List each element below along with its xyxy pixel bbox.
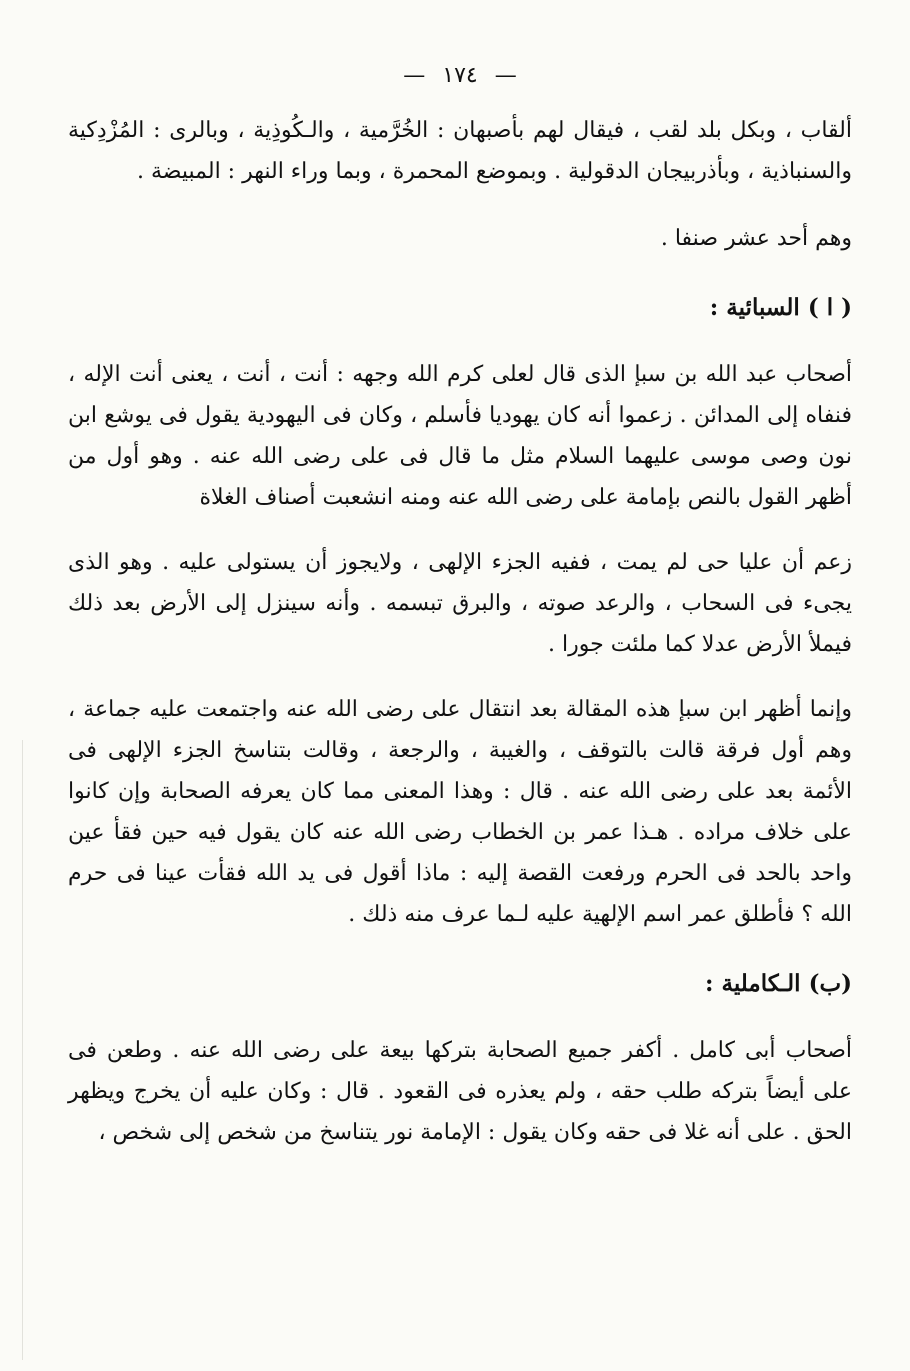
page-number: ١٧٤	[442, 63, 478, 88]
scan-margin-line	[22, 740, 23, 1360]
page-header	[68, 62, 852, 90]
paragraph-kamiliyya-1: أصحاب أبى كامل . أكفر جميع الصحابة بتركها بيعة على رضى الله عنه . وطعن فى على أيضاً بتركه طلب حقه ، ولم يعذره فى القعود . قال : وكان عليه أن يخرج ويظهر الحق . على أنه غلا فى حقه وكان يقول : الإمامة نور يتناسخ من شخص إلى شخص ،	[68, 1038, 852, 1145]
header-dash-left: —	[403, 63, 426, 88]
paragraph-sabaiyya-3: وإنما أظهر ابن سبإ هذه المقالة بعد انتقال على رضى الله عنه واجتمعت عليه جماعة ، وهم أول فرقة قالت بالتوقف ، والغيبة ، والرجعة ، وقالت بتناسخ الجزء الإلهى فى الأئمة بعد على رضى الله عنه . قال : وهذا المعنى مما كان يعرفه الصحابة وإن كانوا على خلاف مراده . هـذا عمر بن الخطاب رضى الله عنه كان يقول فيه حين فقأ عين واحد بالحد فى الحرم ورفعت القصة إليه : ماذا أقول فى يد الله فقأت عينا فى حرم الله ؟ فأطلق عمر اسم الإلهية عليه لـما عرف منه ذلك .	[68, 697, 852, 927]
header-dash-right: —	[494, 63, 517, 88]
heading-kamiliyya: (ب) الـكاملية :	[705, 970, 852, 997]
paragraph-sabaiyya-1: أصحاب عبد الله بن سبإ الذى قال لعلى كرم الله وجهه : أنت ، أنت ، يعنى أنت الإله ، فنفاه إلى المدائن . زعموا أنه كان يهوديا فأسلم ، وكان فى اليهودية يقول فى يوشع ابن نون وصى موسى عليهما السلام مثل ما قال فى على رضى الله عنه . وهو أول من أظهر القول بالنص بإمامة على رضى الله عنه ومنه انشعبت أصناف الغلاة	[68, 362, 852, 510]
heading-sabaiyya: ( ا ) السبائية :	[709, 294, 852, 321]
sect-count-line: وهم أحد عشر صنفا .	[660, 226, 852, 251]
intro-paragraph: ألقاب ، وبكل بلد لقب ، فيقال لهم بأصبهان : الخُرَّمية ، والـكُوذِية ، وبالرى : المُزْدِكية والسنباذية ، وبأذربيجان الدقولية . وبموضع المحمرة ، وبما وراء النهر : المبيضة .	[68, 118, 852, 184]
paragraph-sabaiyya-2: زعم أن عليا حى لم يمت ، ففيه الجزء الإلهى ، ولايجوز أن يستولى عليه . وهو الذى يجىء فى السحاب ، والرعد صوته ، والبرق تبسمه . وأنه سينزل إلى الأرض بعد ذلك فيملأ الأرض عدلا كما ملئت جورا .	[68, 550, 852, 657]
